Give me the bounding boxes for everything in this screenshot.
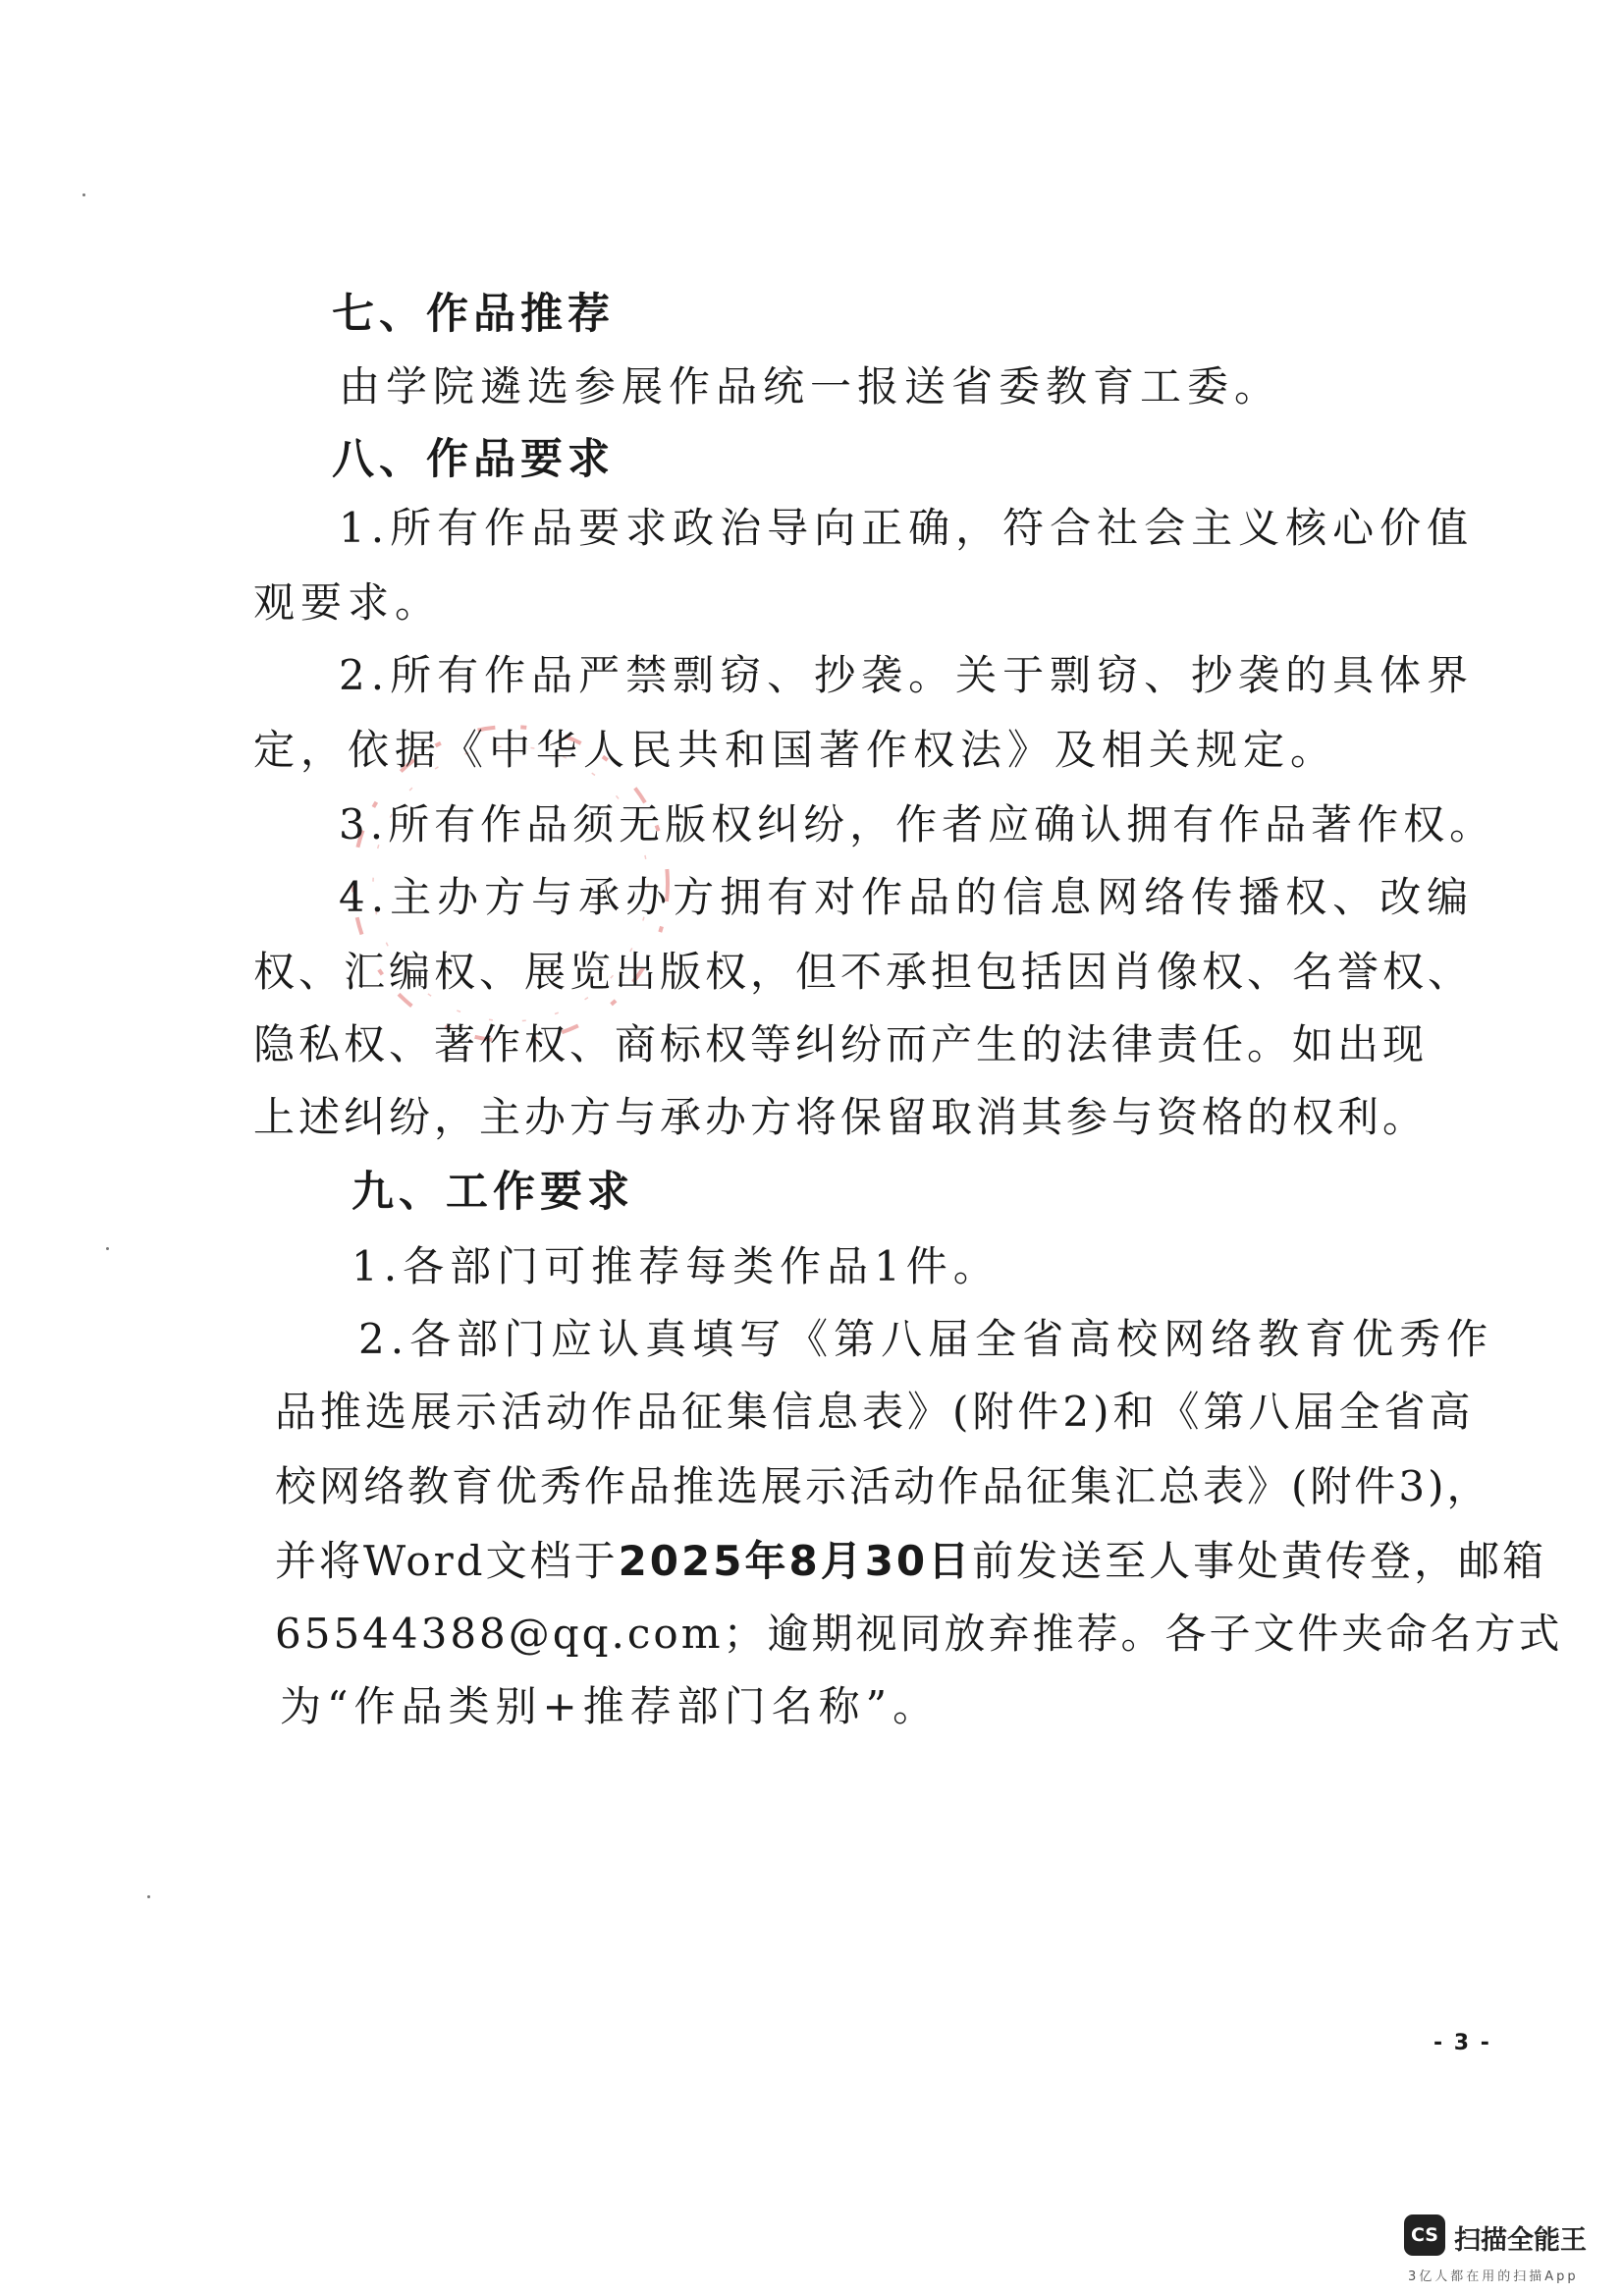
section-9-item-2-line-4-end: 前发送至人事处黄传登，邮箱 (972, 1537, 1547, 1585)
camscanner-logo-icon: CS (1404, 2214, 1445, 2256)
section-9-item-2-line-2: 品推选展示活动作品征集信息表》(附件2)和《第八届全省高 (275, 1388, 1475, 1436)
section-8-item-1-line-2: 观要求。 (253, 578, 443, 627)
scan-speck (147, 1895, 150, 1898)
section-9-heading: 九、工作要求 (351, 1168, 634, 1217)
section-9-item-2-line-6: 为“作品类别+推荐部门名称”。 (280, 1682, 941, 1730)
section-9-item-1-line-1: 1.各部门可推荐每类作品1件。 (351, 1242, 1000, 1290)
section-8-item-4-line-1: 4.主办方与承办方拥有对作品的信息网络传播权、改编 (339, 873, 1475, 921)
section-7-body: 由学院遴选参展作品统一报送省委教育工委。 (339, 362, 1282, 410)
section-9-item-2-line-3: 校网络教育优秀作品推选展示活动作品征集汇总表》(附件3)， (275, 1462, 1491, 1510)
scan-speck (106, 1247, 109, 1250)
watermark-slogan: 3亿人都在用的扫描App (1408, 2269, 1579, 2284)
watermark-app-name: 扫描全能王 (1454, 2225, 1587, 2256)
section-8-item-4-line-4: 上述纠纷，主办方与承办方将保留取消其参与资格的权利。 (253, 1093, 1429, 1141)
scanner-watermark (1404, 2214, 1612, 2288)
section-8-item-3-line-1: 3.所有作品须无版权纠纷，作者应确认拥有作品著作权。 (339, 800, 1496, 848)
section-9-item-2-line-5: 65544388@qq.com；逾期视同放弃推荐。各子文件夹命名方式 (275, 1610, 1563, 1658)
section-8-heading: 八、作品要求 (332, 435, 615, 484)
scan-speck (82, 193, 85, 196)
section-8-item-1-line-1: 1.所有作品要求政治导向正确，符合社会主义核心价值 (339, 504, 1475, 552)
section-8-item-2-line-1: 2.所有作品严禁剽窃、抄袭。关于剽窃、抄袭的具体界 (339, 651, 1475, 699)
page-number: - 3 - (1433, 2031, 1491, 2055)
section-9-item-2-line-4-start: 并将Word文档于 (275, 1537, 619, 1585)
submission-deadline: 2025年8月30日 (618, 1537, 973, 1585)
section-8-item-4-line-3: 隐私权、著作权、商标权等纠纷而产生的法律责任。如出现 (253, 1020, 1429, 1068)
section-8-item-4-line-2: 权、汇编权、展览出版权，但不承担包括因肖像权、名誉权、 (253, 948, 1474, 996)
section-9-item-2-line-1: 2.各部门应认真填写《第八届全省高校网络教育优秀作 (358, 1315, 1494, 1363)
section-8-item-2-line-2: 定，依据《中华人民共和国著作权法》及相关规定。 (253, 726, 1338, 774)
section-7-heading: 七、作品推荐 (332, 290, 615, 339)
section-9-item-2-line-4 (275, 1536, 1546, 1587)
